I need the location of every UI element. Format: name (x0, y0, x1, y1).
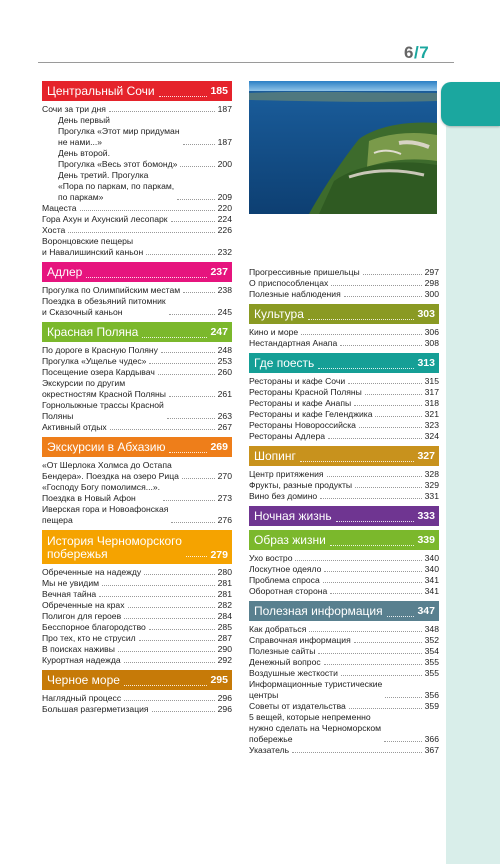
entry-page-number: 280 (217, 567, 232, 577)
toc-section (42, 81, 232, 258)
entry-title: Мацеста (42, 203, 77, 213)
entry-dot-leader (118, 651, 215, 652)
entry-page-number: 340 (424, 564, 439, 574)
entry-page-number: 290 (217, 644, 232, 654)
coastline-photo (249, 81, 437, 214)
entry-dot-leader (177, 199, 214, 200)
toc-entry[interactable] (42, 203, 232, 214)
entry-title: Обреченные на надежду (42, 567, 142, 577)
toc-entry[interactable] (42, 356, 232, 367)
entry-page-number: 238 (217, 285, 232, 295)
entry-dot-leader (124, 700, 215, 701)
section-page-number: 247 (210, 326, 228, 338)
section-title: История Черноморского побережья (47, 534, 182, 561)
entry-title: Кино и море (249, 327, 299, 337)
entry-dot-leader (355, 487, 422, 488)
entry-dot-leader (110, 429, 215, 430)
entry-page-number: 270 (217, 471, 232, 481)
section-dot-leader (308, 319, 415, 320)
entry-dot-leader (167, 418, 215, 419)
entry-title: Посещение озера Кардывач (42, 367, 155, 377)
entry-page-number: 281 (217, 578, 232, 588)
entry-title: Как добраться (249, 624, 307, 634)
entry-title: День второй. Прогулка «Весь этот бомонд» (58, 148, 178, 169)
entry-page-number: 356 (424, 690, 439, 700)
entry-page-number: 276 (217, 515, 232, 525)
entry-page-number: 209 (217, 192, 232, 202)
toc-entry[interactable] (42, 225, 232, 236)
entry-page-number: 296 (217, 693, 232, 703)
entry-dot-leader (99, 596, 214, 597)
entry-title: Рестораны Адлера (249, 431, 326, 441)
toc-section (249, 304, 439, 349)
section-dot-leader (159, 96, 208, 97)
page-number (404, 43, 429, 63)
entry-dot-leader (163, 500, 215, 501)
entry-dot-leader (171, 522, 214, 523)
toc-section (249, 530, 439, 597)
entry-dot-leader (183, 144, 215, 145)
section-header[interactable] (249, 446, 439, 466)
toc-entry[interactable] (42, 104, 232, 115)
entry-dot-leader (348, 383, 422, 384)
toc-entry[interactable] (42, 655, 232, 666)
entry-page-number: 308 (424, 338, 439, 348)
entry-title: Прогрессивные пришельцы (249, 267, 360, 277)
section-dot-leader (124, 685, 208, 686)
entry-dot-leader (68, 232, 214, 233)
toc-entry[interactable] (249, 712, 439, 745)
entry-page-number: 296 (217, 704, 232, 714)
entry-dot-leader (128, 607, 215, 608)
entry-page-number: 253 (217, 356, 232, 366)
entry-title: Поездка в обезьяний питомник и Сказочный каньон (42, 296, 166, 317)
entry-page-number: 366 (424, 734, 439, 744)
side-strip (446, 110, 500, 864)
toc-section (249, 601, 439, 756)
toc-entry[interactable] (42, 644, 232, 655)
chapter-tab[interactable] (441, 82, 500, 126)
entry-dot-leader (109, 111, 215, 112)
toc-entry[interactable] (42, 148, 232, 170)
section-page-number: 295 (210, 674, 228, 686)
section-header[interactable] (249, 530, 439, 550)
entry-title: Бесспорное благородство (42, 622, 146, 632)
entry-dot-leader (341, 675, 422, 676)
toc-section (42, 530, 232, 666)
entry-dot-leader (349, 708, 422, 709)
entry-title: Экскурсии по другим окрестностям Красной Поляны (42, 378, 166, 399)
toc-entry[interactable] (249, 564, 439, 575)
toc-entry[interactable] (42, 422, 232, 433)
toc-entry[interactable] (249, 701, 439, 712)
entry-page-number: 284 (217, 611, 232, 621)
section-page-number: 313 (417, 357, 435, 369)
section-dot-leader (387, 616, 415, 617)
section-header[interactable] (42, 322, 232, 342)
entry-page-number: 341 (424, 575, 439, 585)
entry-title: Воронцовские пещеры и Навалишинский каньон (42, 236, 144, 257)
entry-dot-leader (158, 374, 215, 375)
toc-section (42, 670, 232, 715)
entry-title: Прогулка «Ущелье чудес» (42, 356, 147, 366)
section-dot-leader (336, 521, 415, 522)
entry-page-number: 187 (217, 104, 232, 114)
entry-page-number: 261 (217, 389, 232, 399)
toc-entry[interactable] (42, 704, 232, 715)
toc-entry[interactable] (42, 285, 232, 296)
entry-dot-leader (354, 405, 421, 406)
section-dot-leader (186, 556, 208, 557)
entry-dot-leader (149, 629, 215, 630)
section-header[interactable] (42, 530, 232, 564)
entry-page-number: 331 (424, 491, 439, 501)
entry-title: 5 вещей, которые непременно нужно сделать на Черноморском побережье (249, 712, 382, 744)
toc-entry[interactable] (42, 600, 232, 611)
toc-entry[interactable] (42, 345, 232, 356)
entry-page-number: 263 (217, 411, 232, 421)
entry-title: Прогулка по Олимпийским местам (42, 285, 181, 295)
entry-page-number: 187 (217, 137, 232, 147)
entry-dot-leader (327, 476, 422, 477)
toc-entry[interactable] (42, 633, 232, 644)
entry-dot-leader (149, 363, 214, 364)
toc-section (249, 506, 439, 526)
section-title: Образ жизни (254, 533, 326, 547)
entry-page-number: 281 (217, 589, 232, 599)
entry-title: Воздушные жесткости (249, 668, 338, 678)
section-title: Ночная жизнь (254, 509, 332, 523)
entry-page-number: 315 (424, 376, 439, 386)
entry-page-number: 324 (424, 431, 439, 441)
entry-title: Большая разгерметизация (42, 704, 149, 714)
entry-page-number: 245 (217, 307, 232, 317)
entry-title: День третий. Прогулка «Пора по паркам, по паркам, по паркам» (58, 170, 175, 202)
toc-entry[interactable] (249, 289, 439, 300)
toc-entry[interactable] (42, 400, 232, 422)
entry-title: Рестораны и кафе Сочи (249, 376, 346, 386)
entry-dot-leader (309, 631, 421, 632)
entry-page-number: 355 (424, 657, 439, 667)
entry-page-number: 355 (424, 668, 439, 678)
entry-dot-leader (318, 653, 421, 654)
section-header[interactable] (42, 81, 232, 101)
entry-page-number: 317 (424, 387, 439, 397)
entry-title: Вино без домино (249, 491, 318, 501)
page-number-left: 6 (404, 43, 414, 62)
entry-page-number: 273 (217, 493, 232, 503)
toc-entry[interactable] (42, 378, 232, 400)
entry-dot-leader (340, 345, 421, 346)
entry-page-number: 340 (424, 553, 439, 563)
entry-dot-leader (375, 416, 421, 417)
entry-title: Курортная надежда (42, 655, 121, 665)
page-number-right: 7 (419, 43, 430, 62)
entry-page-number: 232 (217, 247, 232, 257)
entry-dot-leader (359, 427, 422, 428)
section-dot-leader (330, 545, 415, 546)
toc-entry[interactable] (249, 376, 439, 387)
section-header[interactable] (249, 506, 439, 526)
section-dot-leader (142, 337, 207, 338)
section-header[interactable] (249, 304, 439, 324)
entry-dot-leader (146, 254, 214, 255)
entry-page-number: 224 (217, 214, 232, 224)
entry-page-number: 348 (424, 624, 439, 634)
section-title: Центральный Сочи (47, 84, 155, 98)
section-page-number: 327 (417, 450, 435, 462)
toc-entry[interactable] (42, 296, 232, 318)
entry-page-number: 321 (424, 409, 439, 419)
entry-title: О приспособленцах (249, 278, 329, 288)
entry-title: Гора Ахун и Ахунский лесопарк (42, 214, 168, 224)
header-rule (38, 62, 454, 63)
toc-entry[interactable] (249, 398, 439, 409)
section-page-number: 333 (417, 510, 435, 522)
entry-page-number: 297 (424, 267, 439, 277)
entry-title: Советы от издательства (249, 701, 346, 711)
toc-entry[interactable] (249, 553, 439, 564)
entry-dot-leader (139, 640, 215, 641)
toc-entry[interactable] (249, 409, 439, 420)
entry-title: Указатель (249, 745, 290, 755)
entry-dot-leader (144, 574, 214, 575)
entry-dot-leader (384, 741, 422, 742)
toc-entry[interactable] (42, 578, 232, 589)
toc-entry[interactable] (249, 431, 439, 442)
toc-entry[interactable] (249, 327, 439, 338)
entry-title: Полигон для героев (42, 611, 122, 621)
entry-page-number: 267 (217, 422, 232, 432)
entry-title: Денежный вопрос (249, 657, 321, 667)
entry-page-number: 367 (424, 745, 439, 755)
entry-dot-leader (102, 585, 215, 586)
entry-title: День первый Прогулка «Этот мир придуман не нами...» (58, 115, 180, 147)
entry-page-number: 298 (424, 278, 439, 288)
entry-title: «От Шерлока Холмса до Остапа Бендера». Поездка на озеро Рица (42, 460, 179, 481)
entry-title: Полезные сайты (249, 646, 316, 656)
entry-title: Справочная информация (249, 635, 351, 645)
entry-title: Хоста (42, 225, 66, 235)
entry-title: Иверская гора и Новоафонская пещера (42, 504, 169, 525)
section-page-number: 237 (210, 266, 228, 278)
entry-title: По дороге в Красную Поляну (42, 345, 158, 355)
toc-entry[interactable] (42, 693, 232, 704)
entry-dot-leader (292, 752, 422, 753)
entry-title: Наглядный процесс (42, 693, 122, 703)
entry-dot-leader (301, 334, 422, 335)
entry-dot-leader (365, 394, 422, 395)
section-title: Полезная информация (254, 604, 383, 618)
entry-dot-leader (385, 697, 421, 698)
entry-page-number: 292 (217, 655, 232, 665)
toc-entry[interactable] (249, 387, 439, 398)
entry-dot-leader (180, 166, 214, 167)
section-dot-leader (318, 368, 414, 369)
entry-title: Полезные наблюдения (249, 289, 341, 299)
entry-page-number: 354 (424, 646, 439, 656)
entry-page-number: 341 (424, 586, 439, 596)
toc-entry[interactable] (249, 679, 439, 701)
toc-section (249, 267, 439, 300)
entry-dot-leader (124, 618, 215, 619)
toc-section (42, 437, 232, 526)
section-title: Культура (254, 307, 304, 321)
entry-title: Центр притяжения (249, 469, 324, 479)
entry-dot-leader (324, 664, 422, 665)
toc-entry[interactable] (249, 635, 439, 646)
entry-dot-leader (324, 571, 421, 572)
toc-entry[interactable] (249, 469, 439, 480)
section-page-number: 303 (417, 308, 435, 320)
toc-entry[interactable] (249, 646, 439, 657)
entry-page-number: 306 (424, 327, 439, 337)
toc-entry[interactable] (42, 504, 232, 526)
toc-entry[interactable] (42, 482, 232, 504)
entry-title: Фрукты, разные продукты (249, 480, 353, 490)
entry-dot-leader (330, 593, 421, 594)
section-header[interactable] (249, 601, 439, 621)
section-header[interactable] (249, 353, 439, 373)
toc-entry[interactable] (42, 567, 232, 578)
toc-entry[interactable] (42, 460, 232, 482)
section-title: Экскурсии в Абхазию (47, 440, 166, 454)
entry-page-number: 323 (424, 420, 439, 430)
entry-page-number: 260 (217, 367, 232, 377)
entry-dot-leader (80, 210, 215, 211)
toc-entry[interactable] (42, 611, 232, 622)
entry-page-number: 226 (217, 225, 232, 235)
section-dot-leader (300, 461, 415, 462)
toc-section (42, 262, 232, 318)
entry-title: Ухо востро (249, 553, 293, 563)
toc-entry[interactable] (249, 480, 439, 491)
entry-page-number: 285 (217, 622, 232, 632)
entry-dot-leader (169, 396, 215, 397)
entry-dot-leader (161, 352, 215, 353)
entry-dot-leader (295, 560, 421, 561)
entry-title: Рестораны Красной Поляны (249, 387, 362, 397)
toc-entry[interactable] (42, 622, 232, 633)
section-title: Красная Поляна (47, 325, 139, 339)
entry-page-number: 282 (217, 600, 232, 610)
toc-entry[interactable] (249, 575, 439, 586)
entry-title: Про тех, кто не струсил (42, 633, 136, 643)
entry-title: Лоскутное одеяло (249, 564, 322, 574)
toc-section (249, 353, 439, 442)
section-title: Где поесть (254, 356, 315, 370)
entry-page-number: 359 (424, 701, 439, 711)
toc-entry[interactable] (42, 367, 232, 378)
section-title: Адлер (47, 265, 83, 279)
entry-dot-leader (171, 221, 215, 222)
toc-entry[interactable] (42, 589, 232, 600)
toc-column-right (249, 267, 439, 760)
entry-title: «Господу Богу помолимся...». Поездка в Новый Афон (42, 482, 161, 503)
entry-dot-leader (363, 274, 422, 275)
entry-dot-leader (169, 314, 215, 315)
section-page-number: 347 (417, 605, 435, 617)
entry-dot-leader (320, 498, 421, 499)
entry-dot-leader (344, 296, 422, 297)
entry-title: Оборотная сторона (249, 586, 328, 596)
entry-title: Нестандартная Анапа (249, 338, 338, 348)
entry-page-number: 328 (424, 469, 439, 479)
entry-page-number: 248 (217, 345, 232, 355)
entry-title: Рестораны и кафе Геленджика (249, 409, 373, 419)
section-header[interactable] (42, 670, 232, 690)
section-page-number: 339 (417, 534, 435, 546)
entry-title: Информационные туристические центры (249, 679, 383, 700)
entry-title: Активный отдых (42, 422, 107, 432)
toc-entry[interactable] (249, 491, 439, 502)
entry-page-number: 352 (424, 635, 439, 645)
entry-page-number: 318 (424, 398, 439, 408)
entry-dot-leader (328, 438, 422, 439)
toc-entry[interactable] (249, 278, 439, 289)
section-dot-leader (86, 277, 207, 278)
section-header[interactable] (42, 262, 232, 282)
toc-entry[interactable] (42, 236, 232, 258)
entry-dot-leader (323, 582, 422, 583)
entry-dot-leader (182, 478, 215, 479)
toc-section (42, 322, 232, 433)
entry-page-number: 287 (217, 633, 232, 643)
section-dot-leader (169, 452, 207, 453)
section-title: Черное море (47, 673, 120, 687)
entry-title: Мы не увидим (42, 578, 100, 588)
entry-title: Вечная тайна (42, 589, 97, 599)
section-page-number: 279 (210, 549, 228, 561)
section-header[interactable] (42, 437, 232, 457)
toc-entry[interactable] (249, 624, 439, 635)
toc-entry[interactable] (249, 338, 439, 349)
entry-title: Рестораны Новороссийска (249, 420, 356, 430)
entry-page-number: 329 (424, 480, 439, 490)
section-page-number: 185 (210, 85, 228, 97)
entry-title: Рестораны и кафе Анапы (249, 398, 352, 408)
entry-dot-leader (152, 711, 215, 712)
entry-dot-leader (331, 285, 421, 286)
toc-entry[interactable] (249, 745, 439, 756)
entry-dot-leader (354, 642, 422, 643)
toc-entry[interactable] (249, 586, 439, 597)
toc-entry[interactable] (42, 115, 232, 148)
section-page-number: 269 (210, 441, 228, 453)
toc-entry[interactable] (249, 668, 439, 679)
entry-dot-leader (124, 662, 215, 663)
toc-section (249, 446, 439, 502)
toc-entry[interactable] (42, 214, 232, 225)
toc-column-left (42, 81, 232, 719)
toc-entry[interactable] (42, 170, 232, 203)
entry-title: Горнолыжные трассы Красной Поляны (42, 400, 164, 421)
entry-page-number: 220 (217, 203, 232, 213)
entry-title: Обреченные на крах (42, 600, 125, 610)
section-title: Шопинг (254, 449, 296, 463)
toc-entry[interactable] (249, 420, 439, 431)
entry-page-number: 300 (424, 289, 439, 299)
toc-entry[interactable] (249, 267, 439, 278)
entry-title: В поисках наживы (42, 644, 115, 654)
entry-dot-leader (183, 292, 214, 293)
page-number-slash: / (413, 43, 420, 62)
entry-page-number: 200 (217, 159, 232, 169)
toc-entry[interactable] (249, 657, 439, 668)
entry-title: Сочи за три дня (42, 104, 106, 114)
entry-title: Проблема спроса (249, 575, 320, 585)
